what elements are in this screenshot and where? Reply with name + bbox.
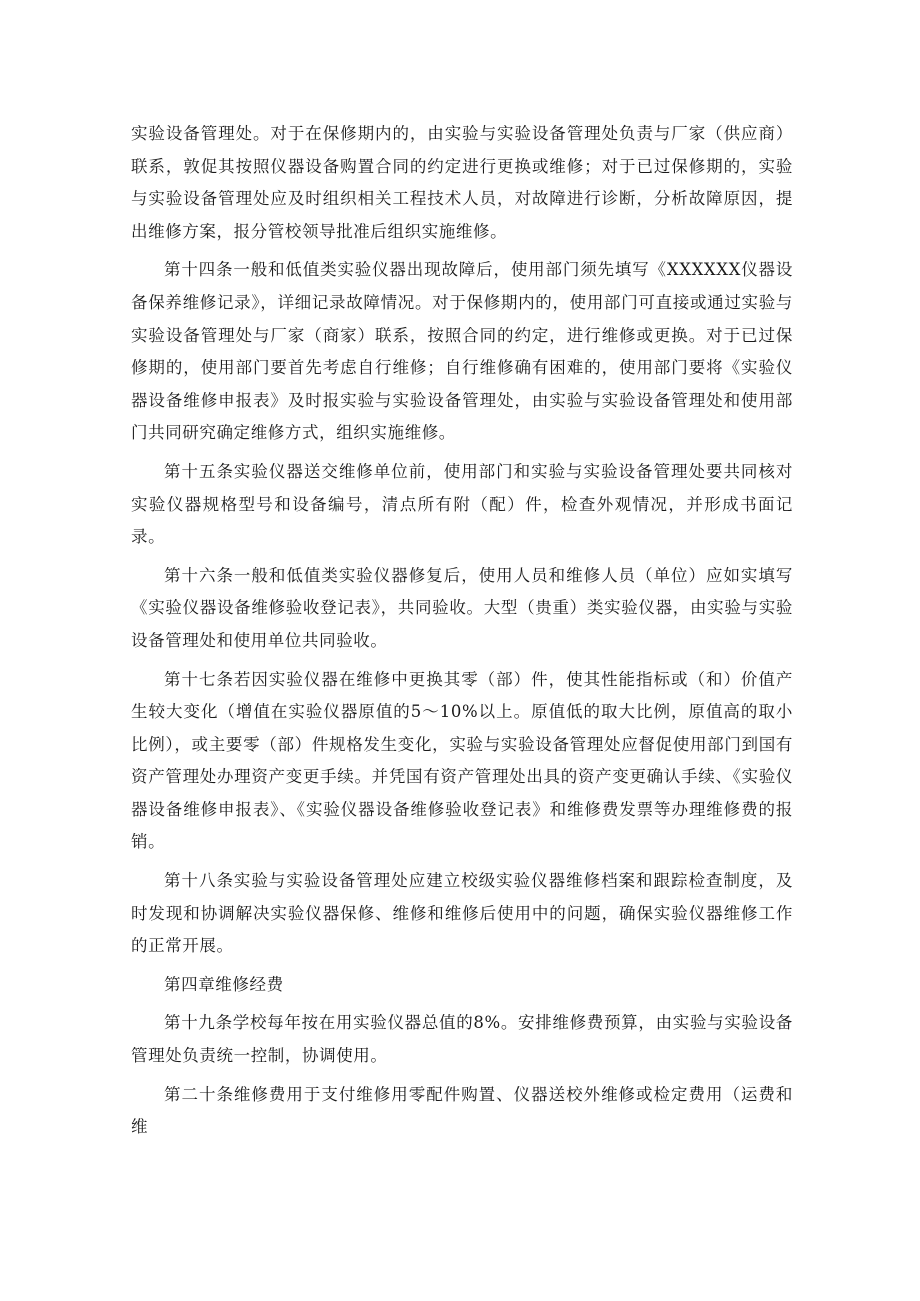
article-17-paragraph: 第十七条若因实验仪器在维修中更换其零（部）件，使其性能指标或（和）价值产生较大变化（增值在实验仪器原值的5～10%以上。原值低的取大比例，原值高的取小比例），或主要零（部）件规格发生变化，实验与实验设备管理处应督促使用部门到国有资产管理处办理资产变更手续。并凭国有资产管理处出具的资产变更确认手续、《实验仪器设备维修申报表》、《实验仪器设备维修验收登记表》和维修费发票等办理维修费的报销。 bbox=[131, 669, 793, 852]
article-19-paragraph: 第十九条学校每年按在用实验仪器总值的8%。安排维修费预算，由实验与实验设备管理处负责统一控制，协调使用。 bbox=[131, 1013, 793, 1066]
article-15-paragraph: 第十五条实验仪器送交维修单位前，使用部门和实验与实验设备管理处要共同核对实验仪器规格型号和设备编号，清点所有附（配）件，检查外观情况，并形成书面记录。 bbox=[131, 461, 793, 547]
document-body bbox=[131, 118, 793, 1150]
chapter-4-heading: 第四章维修经费 bbox=[164, 974, 284, 994]
article-14-paragraph: 第十四条一般和低值类实验仪器出现故障后，使用部门须先填写《XXXXXX仪器设备保养维修记录》，详细记录故障情况。对于保修期内的，使用部门可直接或通过实验与实验设备管理处与厂家（商家）联系，按照合同的约定，进行维修或更换。对于已过保修期的，使用部门要首先考虑自行维修；自行维修确有困难的，使用部门要将《实验仪器设备维修申报表》及时报实验与实验设备管理处，由实验与实验设备管理处和使用部门共同研究确定维修方式，组织实施维修。 bbox=[131, 260, 793, 443]
article-16-paragraph: 第十六条一般和低值类实验仪器修复后，使用人员和维修人员（单位）应如实填写《实验仪器设备维修验收登记表》，共同验收。大型（贵重）类实验仪器，由实验与实验设备管理处和使用单位共同验收。 bbox=[131, 565, 793, 650]
article-18-paragraph: 第十八条实验与实验设备管理处应建立校级实验仪器维修档案和跟踪检查制度，及时发现和协调解决实验仪器保修、维修和维修后使用中的问题，确保实验仪器维修工作的正常开展。 bbox=[131, 871, 793, 956]
paragraph-continuation: 实验设备管理处。对于在保修期内的，由实验与实验设备管理处负责与厂家（供应商）联系，敦促其按照仪器设备购置合同的约定进行更换或维修；对于已过保修期的，实验与实验设备管理处应及时组织相关工程技术人员，对故障进行诊断，分析故障原因，提出维修方案，报分管校领导批准后组织实施维修。 bbox=[131, 124, 793, 241]
article-20-paragraph: 第二十条维修费用于支付维修用零配件购置、仪器送校外维修或检定费用（运费和维 bbox=[131, 1084, 793, 1137]
